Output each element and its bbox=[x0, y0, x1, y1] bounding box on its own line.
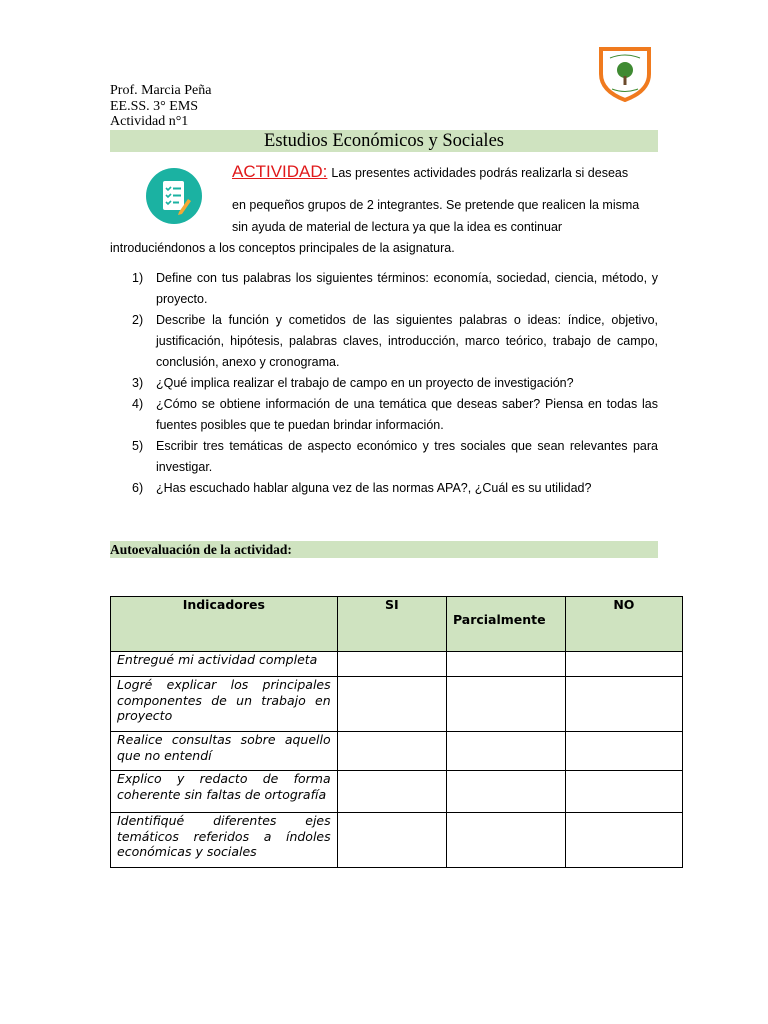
column-header-indicators: Indicadores bbox=[111, 597, 338, 652]
task-number: 2) bbox=[132, 313, 144, 327]
header-info bbox=[110, 83, 211, 130]
partially-cell[interactable] bbox=[446, 771, 565, 813]
no-cell[interactable] bbox=[565, 771, 682, 813]
partially-cell[interactable] bbox=[446, 813, 565, 868]
si-cell[interactable] bbox=[337, 813, 446, 868]
task-item bbox=[110, 478, 658, 499]
self-evaluation-table bbox=[110, 596, 683, 868]
partially-cell[interactable] bbox=[446, 732, 565, 771]
si-cell[interactable] bbox=[337, 771, 446, 813]
task-text: Escribir tres temáticas de aspecto económico y tres sociales que sean relevantes para investigar. bbox=[156, 439, 658, 474]
table-row bbox=[111, 677, 683, 732]
task-item bbox=[110, 394, 658, 436]
activity-text-line: en pequeños grupos de 2 integrantes. Se pretende que realicen la misma bbox=[232, 198, 640, 212]
checklist-icon bbox=[146, 168, 202, 224]
no-cell[interactable] bbox=[565, 677, 682, 732]
task-number: 5) bbox=[132, 439, 144, 453]
table-row bbox=[111, 732, 683, 771]
table-header-row bbox=[111, 597, 683, 652]
no-cell[interactable] bbox=[565, 652, 682, 677]
task-text: ¿Cómo se obtiene información de una temática que deseas saber? Piensa en todas las fuentes posibles que te puedan brindar información. bbox=[156, 397, 658, 432]
activity-text-line: introduciéndonos a los conceptos principales de la asignatura. bbox=[110, 241, 455, 255]
column-header-no: NO bbox=[565, 597, 682, 652]
teacher-name: Prof. Marcia Peña bbox=[110, 83, 212, 98]
task-item bbox=[110, 373, 658, 394]
school-crest-icon bbox=[598, 44, 652, 102]
task-text: ¿Qué implica realizar el trabajo de campo en un proyecto de investigación? bbox=[156, 376, 574, 390]
table-row bbox=[111, 652, 683, 677]
no-cell[interactable] bbox=[565, 732, 682, 771]
page-title: Estudios Económicos y Sociales bbox=[110, 130, 658, 152]
self-evaluation-heading: Autoevaluación de la actividad: bbox=[110, 541, 658, 558]
school-logo bbox=[598, 44, 652, 102]
task-number: 4) bbox=[132, 397, 144, 411]
task-text: Describe la función y cometidos de las siguientes palabras o ideas: índice, objetivo, justificación, hipótesis, palabras claves, introducción, marco teórico, trabajo de campo, conclusión, anexo y cronograma. bbox=[156, 313, 658, 369]
indicator-cell: Explico y redacto de forma coherente sin faltas de ortografía bbox=[111, 771, 338, 813]
si-cell[interactable] bbox=[337, 732, 446, 771]
indicator-cell: Logré explicar los principales componentes de un trabajo en proyecto bbox=[111, 677, 338, 732]
table-row bbox=[111, 813, 683, 868]
activity-text-line: sin ayuda de material de lectura ya que la idea es continuar bbox=[232, 220, 563, 234]
indicator-cell: Identifiqué diferentes ejes temáticos referidos a índoles económicas y sociales bbox=[111, 813, 338, 868]
column-header-partially: Parcialmente bbox=[446, 597, 565, 652]
partially-cell[interactable] bbox=[446, 677, 565, 732]
course-name: EE.SS. 3° EMS bbox=[110, 98, 199, 114]
activity-label: ACTIVIDAD: bbox=[232, 162, 328, 181]
no-cell[interactable] bbox=[565, 813, 682, 868]
indicator-cell: Realice consultas sobre aquello que no entendí bbox=[111, 732, 338, 771]
si-cell[interactable] bbox=[337, 652, 446, 677]
activity-number: Actividad n°1 bbox=[110, 114, 189, 129]
task-number: 3) bbox=[132, 376, 144, 390]
task-item bbox=[110, 436, 658, 478]
indicator-cell: Entregué mi actividad completa bbox=[111, 652, 338, 677]
activity-text-line: Las presentes actividades podrás realizarla si deseas bbox=[331, 166, 629, 180]
partially-cell[interactable] bbox=[446, 652, 565, 677]
column-header-si: SI bbox=[337, 597, 446, 652]
table-row bbox=[111, 771, 683, 813]
task-text: ¿Has escuchado hablar alguna vez de las normas APA?, ¿Cuál es su utilidad? bbox=[156, 481, 592, 495]
activity-intro-first-line bbox=[232, 162, 628, 182]
task-number: 6) bbox=[132, 481, 144, 495]
task-item bbox=[110, 268, 658, 310]
task-number: 1) bbox=[132, 271, 144, 285]
si-cell[interactable] bbox=[337, 677, 446, 732]
task-list bbox=[110, 268, 658, 499]
task-item bbox=[110, 310, 658, 373]
task-text: Define con tus palabras los siguientes términos: economía, sociedad, ciencia, método, y proyecto. bbox=[156, 271, 658, 306]
